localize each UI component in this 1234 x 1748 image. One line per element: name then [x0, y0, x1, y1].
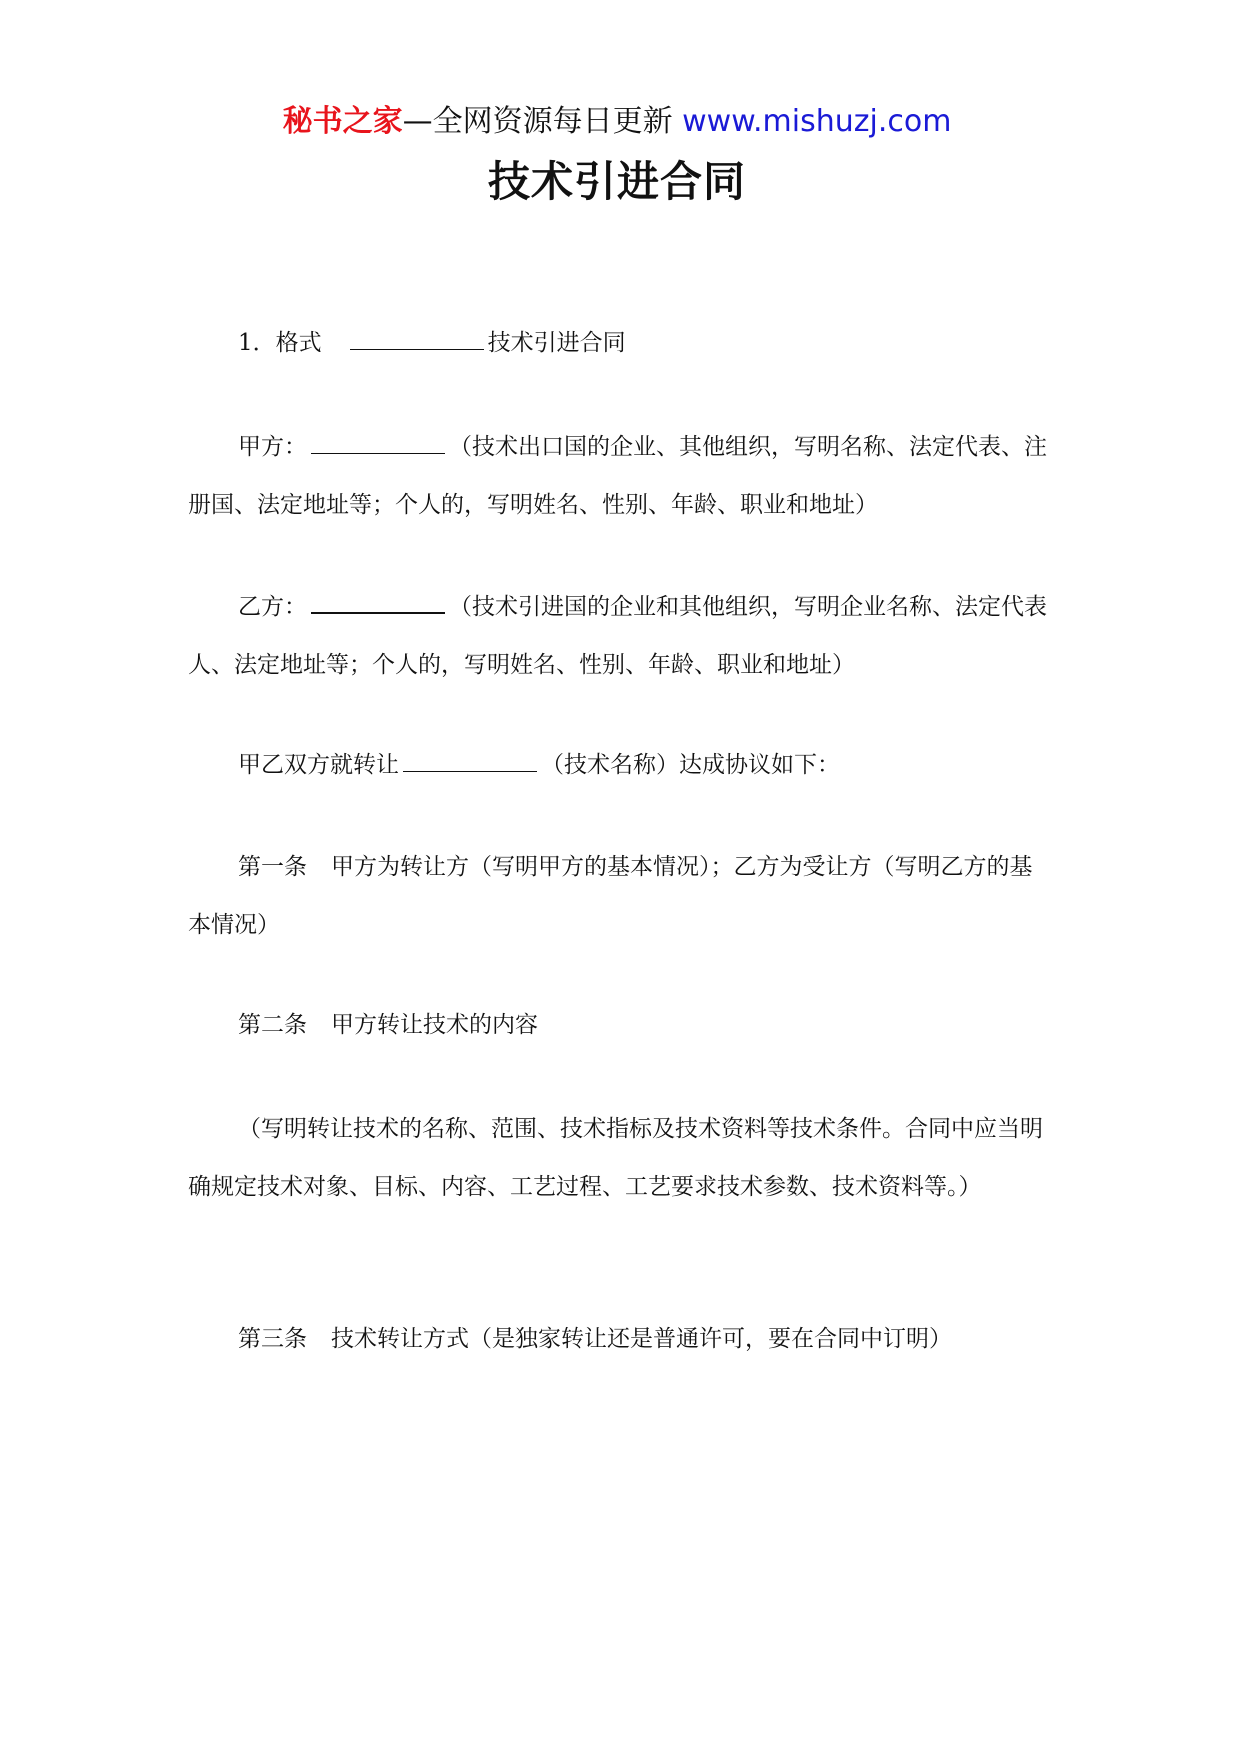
article-3-number: 第三条 [238, 1326, 307, 1352]
party-b-label: 乙方： [238, 594, 307, 620]
article-3 [188, 1310, 1048, 1368]
party-b-paragraph [188, 578, 1048, 694]
article-1-number: 第一条 [238, 854, 307, 880]
party-a-paragraph [188, 418, 1048, 534]
party-a-blank [311, 431, 445, 454]
technology-name-blank [403, 749, 537, 772]
party-a-label: 甲方： [238, 434, 307, 460]
agreement-line [188, 736, 1048, 794]
site-url-link[interactable]: www.mishuzj.com [682, 104, 952, 139]
document-title: 技术引进合同 [487, 157, 746, 206]
format-suffix: 技术引进合同 [487, 330, 626, 356]
article-1 [188, 838, 1048, 954]
article-1-text: 甲方为转让方（写明甲方的基本情况）；乙方为受让方（写明乙方的基本情况） [188, 854, 1033, 938]
party-a-description: （技术出口国的企业、其他组织，写明名称、法定代表、注册国、法定地址等；个人的，写明姓名、性别、年龄、职业和地址） [188, 434, 1047, 518]
article-2-detail: （写明转让技术的名称、范围、技术指标及技术资料等技术条件。合同中应当明确规定技术对象、目标、内容、工艺过程、工艺要求技术参数、技术资料等。） [188, 1116, 1043, 1200]
agreement-prefix: 甲乙双方就转让 [238, 752, 399, 778]
article-2-number: 第二条 [238, 1012, 307, 1038]
brand-name: 秘书之家 [282, 104, 403, 139]
site-header [0, 102, 1234, 142]
format-line [188, 314, 1048, 372]
article-3-text: 技术转让方式（是独家转让还是普通许可，要在合同中订明） [331, 1326, 952, 1352]
agreement-suffix: （技术名称）达成协议如下： [541, 752, 840, 778]
article-2-text: 甲方转让技术的内容 [331, 1012, 538, 1038]
format-blank [350, 327, 484, 350]
format-label: 1．格式 [238, 330, 322, 356]
party-b-description: （技术引进国的企业和其他组织，写明企业名称、法定代表人、法定地址等；个人的，写明姓名、性别、年龄、职业和地址） [188, 594, 1047, 678]
party-b-blank [311, 590, 445, 614]
site-slogan: —全网资源每日更新 [402, 104, 673, 139]
article-2 [188, 996, 1048, 1054]
